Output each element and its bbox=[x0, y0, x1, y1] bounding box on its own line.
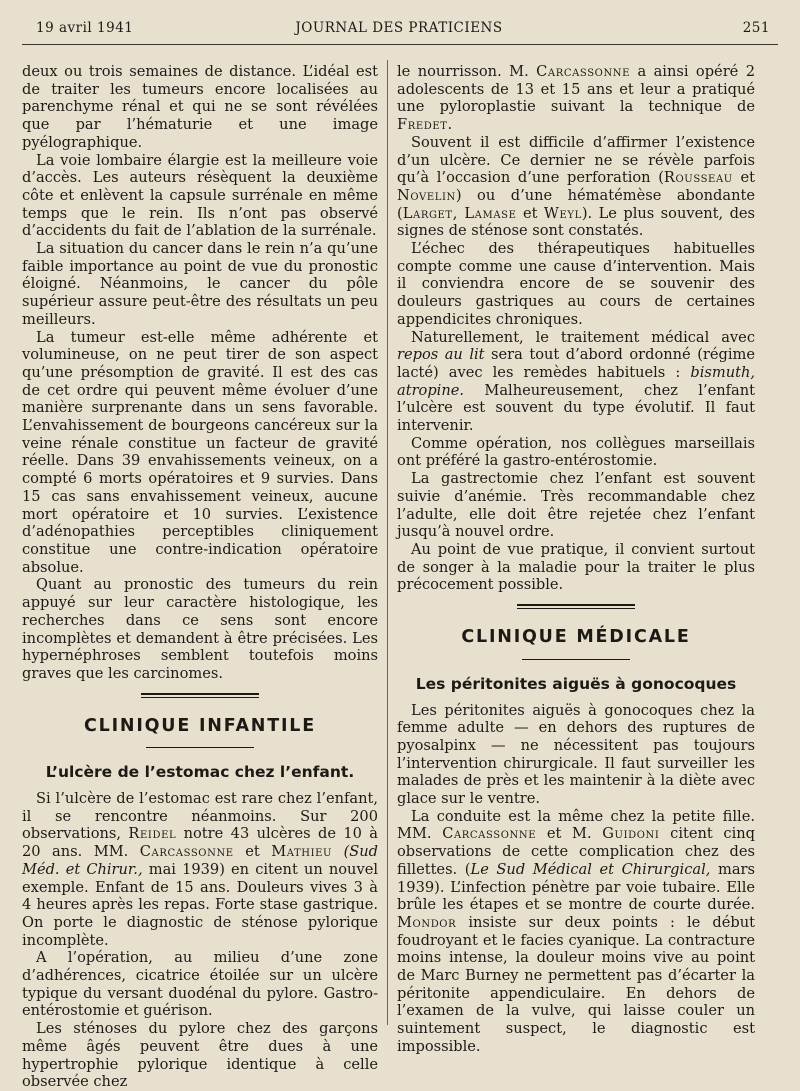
author-name: Larget, bbox=[402, 204, 458, 222]
header-rule bbox=[22, 44, 778, 45]
author-name: Carcassonne bbox=[139, 843, 234, 861]
paragraph: Souvent il est difficile d’affirmer l’existence d’un ulcère. Ce dernier ne se révèle parfois qu’à l’occasion d’une perforation (Rousseau et Novelin) ou d’une hématémèse abondante (Larget, Lamase et Weyl). Le plus souvent, des signes de sténose sont constatés. bbox=[397, 133, 756, 240]
emphasis: repos au lit bbox=[397, 346, 485, 364]
left-column bbox=[22, 63, 378, 1091]
paragraph: Naturellement, le traitement médical avec repos au lit sera tout d’abord ordonné (régime lacté) avec les remèdes habituels : bismuth, atropine. Malheureusement, chez l’enfant l’ulcère est souvent du type évolutif. Il faut intervenir. bbox=[397, 328, 755, 435]
section-divider bbox=[141, 693, 259, 698]
column-divider bbox=[387, 60, 388, 1025]
title-rule bbox=[522, 659, 630, 660]
author-name: Rousseau bbox=[663, 169, 733, 187]
journal-citation: (Sud Méd. et Chirur., bbox=[22, 843, 378, 878]
author-name: Fredet. bbox=[397, 116, 453, 134]
emphasis: bismuth, atropine. bbox=[397, 363, 755, 399]
author-name: Weyl bbox=[543, 204, 582, 222]
paragraph: La conduite est la même chez la petite fille. MM. Carcassonne et M. Guidoni citent cinq observations de cette complication chez des fillettes. (Le Sud Médical et Chirurgical, mars 1939). L’infection pénètre par voie tubaire. Elle brûle les étapes et se montre de courte durée. Mondor insiste sur deux points : le début foudroyant et le facies cyanique. La contracture moins intense, la douleur moins vive au point de Marc Burney ne permettent pas d’écarter la péritonite appendiculaire. En dehors de l’examen de la vulve, qui laisse couler un suintement suspect, le diagnostic est impossible. bbox=[397, 807, 756, 1055]
author-name: Carcassonne bbox=[442, 825, 537, 843]
author-name: Guidoni bbox=[602, 825, 660, 843]
page-number: 251 bbox=[742, 20, 770, 36]
paragraph: Au point de vue pratique, il convient surtout de songer à la maladie pour la traiter le plus précocement possible. bbox=[397, 540, 755, 594]
issue-date: 19 avril 1941 bbox=[36, 20, 134, 36]
paragraph: le nourrisson. M. Carcassonne a ainsi opéré 2 adolescents de 13 et 15 ans et leur a pratiqué une pyloroplastie suivant la technique de Fredet. bbox=[397, 63, 756, 134]
article-title-ulcere: L’ulcère de l’estomac chez l’enfant. bbox=[45, 763, 355, 782]
paragraph: Comme opération, nos collègues marseillais ont préféré la gastro-entérostomie. bbox=[397, 434, 755, 470]
author-name: Mondor bbox=[397, 913, 457, 931]
paragraph: La situation du cancer dans le rein n’a qu’une faible importance au point de vue du pronostic éloigné. Néanmoins, le cancer du pôle supérieur assure peut-être des résultats un peu meilleurs. bbox=[22, 240, 378, 328]
author-name: Lamase bbox=[464, 204, 517, 222]
author-name: Mathieu bbox=[271, 843, 333, 861]
author-name: Reidel bbox=[128, 825, 177, 843]
title-rule bbox=[146, 747, 254, 748]
journal-citation: Le Sud Médical et Chirurgical, bbox=[470, 860, 711, 878]
page-header bbox=[28, 18, 770, 40]
section-title-clinique-medicale: CLINIQUE MÉDICALE bbox=[461, 627, 691, 648]
author-name: Novelin bbox=[397, 186, 456, 204]
paragraph: La tumeur est-elle même adhérente et volumineuse, on ne peut tirer de son aspect qu’une présomption de gravité. Il est des cas de cet ordre qui peuvent même évoluer d’une manière surprenante dans un sens favorable. L’envahissement de bourgeons cancéreux sur la veine rénale constitue un facteur de gravité réelle. Dans 39 envahissements veineux, on a compté 6 morts opératoires et 9 survies. Dans 15 cas sans envahissement veineux, aucune mort opératoire et 10 survies. L’existence d’adénopathies perceptibles cliniquement constitue une contre-indication opératoire absolue. bbox=[22, 328, 378, 576]
paragraph: A l’opération, au milieu d’une zone d’adhérences, cicatrice étoilée sur un ulcère typique du versant duodénal du pylore. Gastro-entérostomie et guérison. bbox=[22, 949, 378, 1020]
article-title-peritonites: Les péritonites aiguës à gonocoques bbox=[415, 674, 737, 693]
paragraph: Les sténoses du pylore chez des garçons même âgés peuvent être dues à une hypertrophie pylorique identique à celle observée chez bbox=[22, 1020, 378, 1091]
section-divider bbox=[517, 604, 635, 609]
paragraph: Quant au pronostic des tumeurs du rein appuyé sur leur caractère histologique, les recherches dans ce sens sont encore incomplètes et demandent à être précisées. Les hypernéphroses semblent toutefois moins graves que les carcinomes. bbox=[22, 576, 378, 682]
paragraph: La gastrectomie chez l’enfant est souvent suivie d’anémie. Très recommandable chez l’adulte, elle doit être rejetée chez l’enfant jusqu’à nouvel ordre. bbox=[397, 470, 755, 541]
paragraph: deux ou trois semaines de distance. L’idéal est de traiter les tumeurs encore localisées au parenchyme rénal et qui ne se sont révélées que par l’hématurie et une image pyélographique. bbox=[22, 63, 378, 151]
right-column bbox=[397, 63, 755, 1056]
paragraph: Les péritonites aiguës à gonocoques chez la femme adulte — en dehors des ruptures de pyosalpinx — ne nécessitent pas toujours l’intervention chirurgicale. Il faut surveiller les malades de près et les maintenir à la diète avec glace sur le ventre. bbox=[397, 701, 755, 808]
section-title-clinique-infantile: CLINIQUE INFANTILE bbox=[83, 715, 317, 736]
author-name: Carcassonne bbox=[536, 63, 631, 80]
paragraph: L’échec des thérapeutiques habituelles compte comme une cause d’intervention. Mais il conviendra encore de se souvenir des douleurs gastriques au cours de certaines appendicites chroniques. bbox=[397, 240, 755, 328]
journal-title: JOURNAL DES PRATICIENS bbox=[295, 20, 503, 36]
paragraph: La voie lombaire élargie est la meilleure voie d’accès. Les auteurs résèquent la deuxième côte et enlèvent la capsule surrénale en même temps que le rein. Ils n’ont pas observé d’accidents du fait de l’ablation de la surrénale. bbox=[22, 151, 378, 240]
paragraph: Si l’ulcère de l’estomac est rare chez l’enfant, il se rencontre néanmoins. Sur 200 observations, Reidel notre 43 ulcères de 10 à 20 ans. MM. Carcassonne et Mathieu (Sud Méd. et Chirur., mai 1939) en citent un nouvel exemple. Enfant de 15 ans. Douleurs vives 3 à 4 heures après les repas. Forte stase gastrique. On porte le diagnostic de sténose pylorique incomplète. bbox=[22, 790, 379, 949]
